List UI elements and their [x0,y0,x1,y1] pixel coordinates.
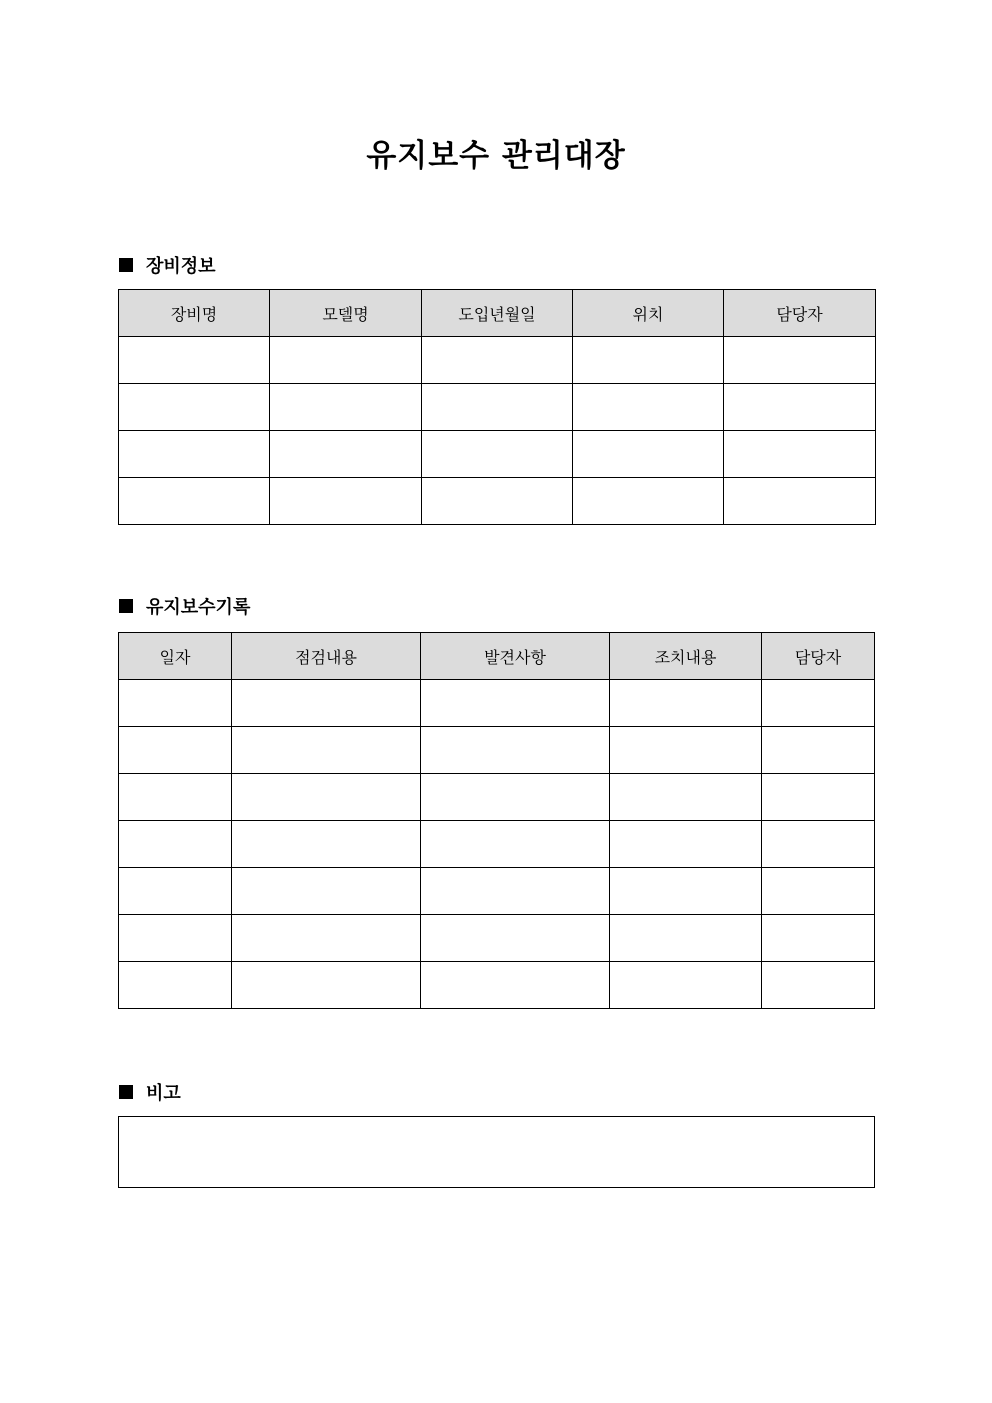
table-row [119,680,875,727]
equipment-section-heading [119,253,216,277]
table-cell[interactable] [762,915,875,962]
table-cell[interactable] [232,680,421,727]
table-cell[interactable] [119,868,232,915]
table-row [119,821,875,868]
table-cell[interactable] [762,680,875,727]
square-bullet-icon [119,599,133,613]
table-cell[interactable] [610,915,762,962]
table-cell[interactable] [119,915,232,962]
equipment-col-model: 모델명 [270,290,422,337]
table-cell[interactable] [421,680,610,727]
maintenance-col-action: 조치내용 [610,633,762,680]
table-cell[interactable] [610,727,762,774]
table-cell[interactable] [119,431,270,478]
maintenance-col-date: 일자 [119,633,232,680]
table-cell[interactable] [724,431,876,478]
table-row [119,337,876,384]
table-cell[interactable] [573,431,724,478]
table-cell[interactable] [422,478,573,525]
table-cell[interactable] [762,727,875,774]
table-cell[interactable] [573,337,724,384]
table-cell[interactable] [573,478,724,525]
table-cell[interactable] [270,384,422,431]
table-cell[interactable] [762,962,875,1009]
table-cell[interactable] [610,821,762,868]
remarks-box[interactable] [118,1116,875,1188]
table-cell[interactable] [119,337,270,384]
table-cell[interactable] [119,384,270,431]
table-cell[interactable] [724,478,876,525]
document-title: 유지보수 관리대장 [366,138,626,174]
table-cell[interactable] [762,868,875,915]
table-cell[interactable] [762,821,875,868]
square-bullet-icon [119,258,133,272]
table-cell[interactable] [422,431,573,478]
maintenance-section-label: 유지보수기록 [146,597,251,618]
equipment-table [118,289,876,525]
table-row [119,384,876,431]
table-cell[interactable] [422,384,573,431]
maintenance-section-heading [119,594,250,618]
equipment-col-location: 위치 [573,290,724,337]
table-cell[interactable] [232,915,421,962]
table-row [119,868,875,915]
table-row [119,962,875,1009]
table-cell[interactable] [573,384,724,431]
maintenance-col-findings: 발견사항 [421,633,610,680]
table-cell[interactable] [119,680,232,727]
equipment-header-row [119,290,876,337]
table-row [119,915,875,962]
equipment-col-name: 장비명 [119,290,270,337]
table-row [119,431,876,478]
table-row [119,727,875,774]
table-cell[interactable] [232,821,421,868]
table-cell[interactable] [232,774,421,821]
table-cell[interactable] [422,337,573,384]
square-bullet-icon [119,1085,133,1099]
maintenance-header-row [119,633,875,680]
equipment-col-manager: 담당자 [724,290,876,337]
table-cell[interactable] [421,962,610,1009]
table-cell[interactable] [119,727,232,774]
equipment-section-label: 장비정보 [146,256,216,277]
table-row [119,478,876,525]
table-cell[interactable] [610,774,762,821]
table-cell[interactable] [610,868,762,915]
table-cell[interactable] [270,431,422,478]
maintenance-col-inspection: 점검내용 [232,633,421,680]
table-cell[interactable] [421,774,610,821]
table-cell[interactable] [610,962,762,1009]
table-cell[interactable] [421,868,610,915]
table-cell[interactable] [421,727,610,774]
table-cell[interactable] [270,337,422,384]
table-cell[interactable] [762,774,875,821]
table-cell[interactable] [232,868,421,915]
table-cell[interactable] [421,821,610,868]
remarks-section-label: 비고 [146,1083,181,1104]
table-cell[interactable] [119,821,232,868]
table-cell[interactable] [119,478,270,525]
table-cell[interactable] [232,727,421,774]
equipment-col-install-date: 도입년월일 [422,290,573,337]
table-cell[interactable] [724,337,876,384]
table-cell[interactable] [610,680,762,727]
maintenance-table [118,632,875,1009]
table-row [119,774,875,821]
table-cell[interactable] [724,384,876,431]
maintenance-col-manager: 담당자 [762,633,875,680]
table-cell[interactable] [119,962,232,1009]
table-cell[interactable] [421,915,610,962]
table-cell[interactable] [270,478,422,525]
table-cell[interactable] [119,774,232,821]
remarks-section-heading [119,1080,181,1104]
table-cell[interactable] [232,962,421,1009]
